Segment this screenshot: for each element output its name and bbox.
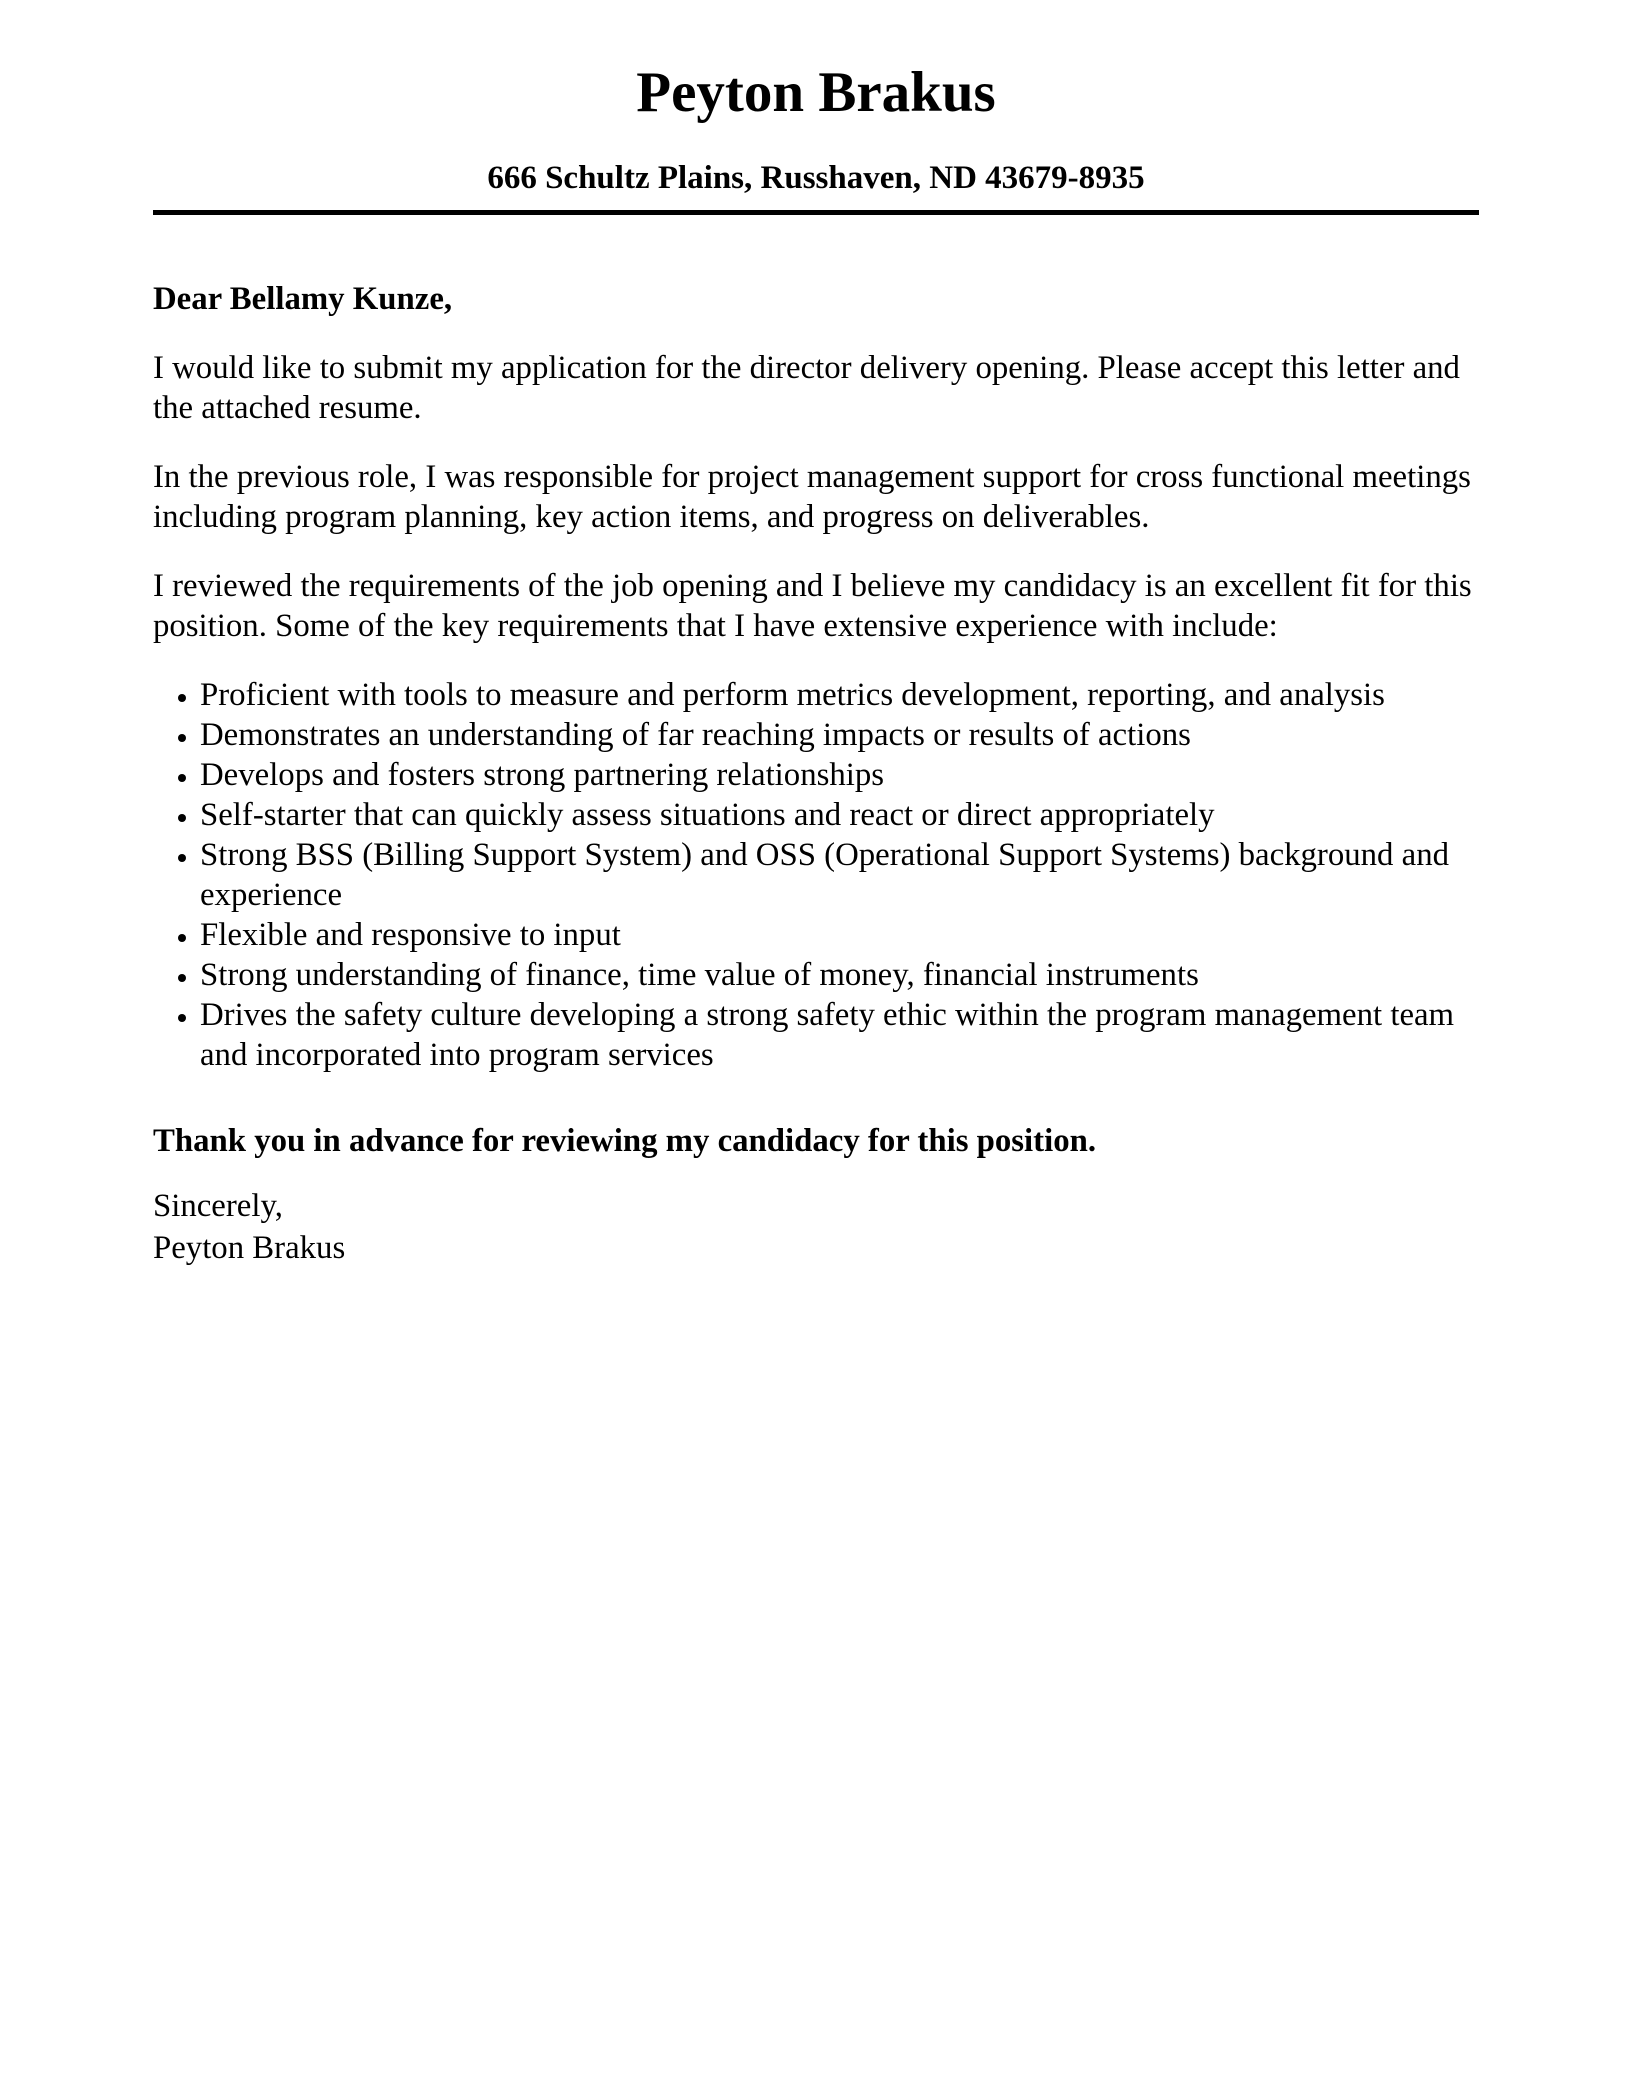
letter-content [0,60,1632,1268]
list-item-bss-oss: • Strong BSS (Billing Support System) and OSS (Operational Support Systems) background and experience [200,835,1479,915]
list-item-relationships: • Develops and fosters strong partnering relationships [200,755,1479,795]
list-item-finance: • Strong understanding of finance, time value of money, financial instruments [200,955,1479,995]
list-item-safety-culture: • Drives the safety culture developing a strong safety ethic within the program management team and incorporated into program services [200,995,1479,1075]
header-divider [153,210,1479,215]
paragraph-intro: I would like to submit my application for the director delivery opening. Please accept this letter and the attached resume. [153,350,1460,426]
paragraph-previous-role: In the previous role, I was responsible for project management support for cross functional meetings including program planning, key action items, and progress on deliverables. [153,459,1471,535]
letter-header [153,60,1479,215]
list-item-flexible: • Flexible and responsive to input [200,915,1479,955]
list-item-self-starter: • Self-starter that can quickly assess situations and react or direct appropriately [200,795,1479,835]
closing-line: Thank you in advance for reviewing my candidacy for this position. [153,1123,1097,1159]
requirements-list [153,675,1479,1075]
sender-address: 666 Schultz Plains, Russhaven, ND 43679-8935 [487,160,1145,196]
signature-name: Peyton Brakus [153,1230,346,1266]
list-item-impacts: • Demonstrates an understanding of far reaching impacts or results of actions [200,715,1479,755]
list-item-metrics: • Proficient with tools to measure and perform metrics development, reporting, and analysis [200,675,1479,715]
sender-name: Peyton Brakus [636,61,996,124]
letter-body [153,279,1479,1268]
paragraph-requirements-intro: I reviewed the requirements of the job opening and I believe my candidacy is an excellent fit for this position. Some of the key requirements that I have extensive experience with include: [153,568,1472,644]
signoff: Sincerely, [153,1188,283,1224]
salutation: Dear Bellamy Kunze, [153,281,453,317]
